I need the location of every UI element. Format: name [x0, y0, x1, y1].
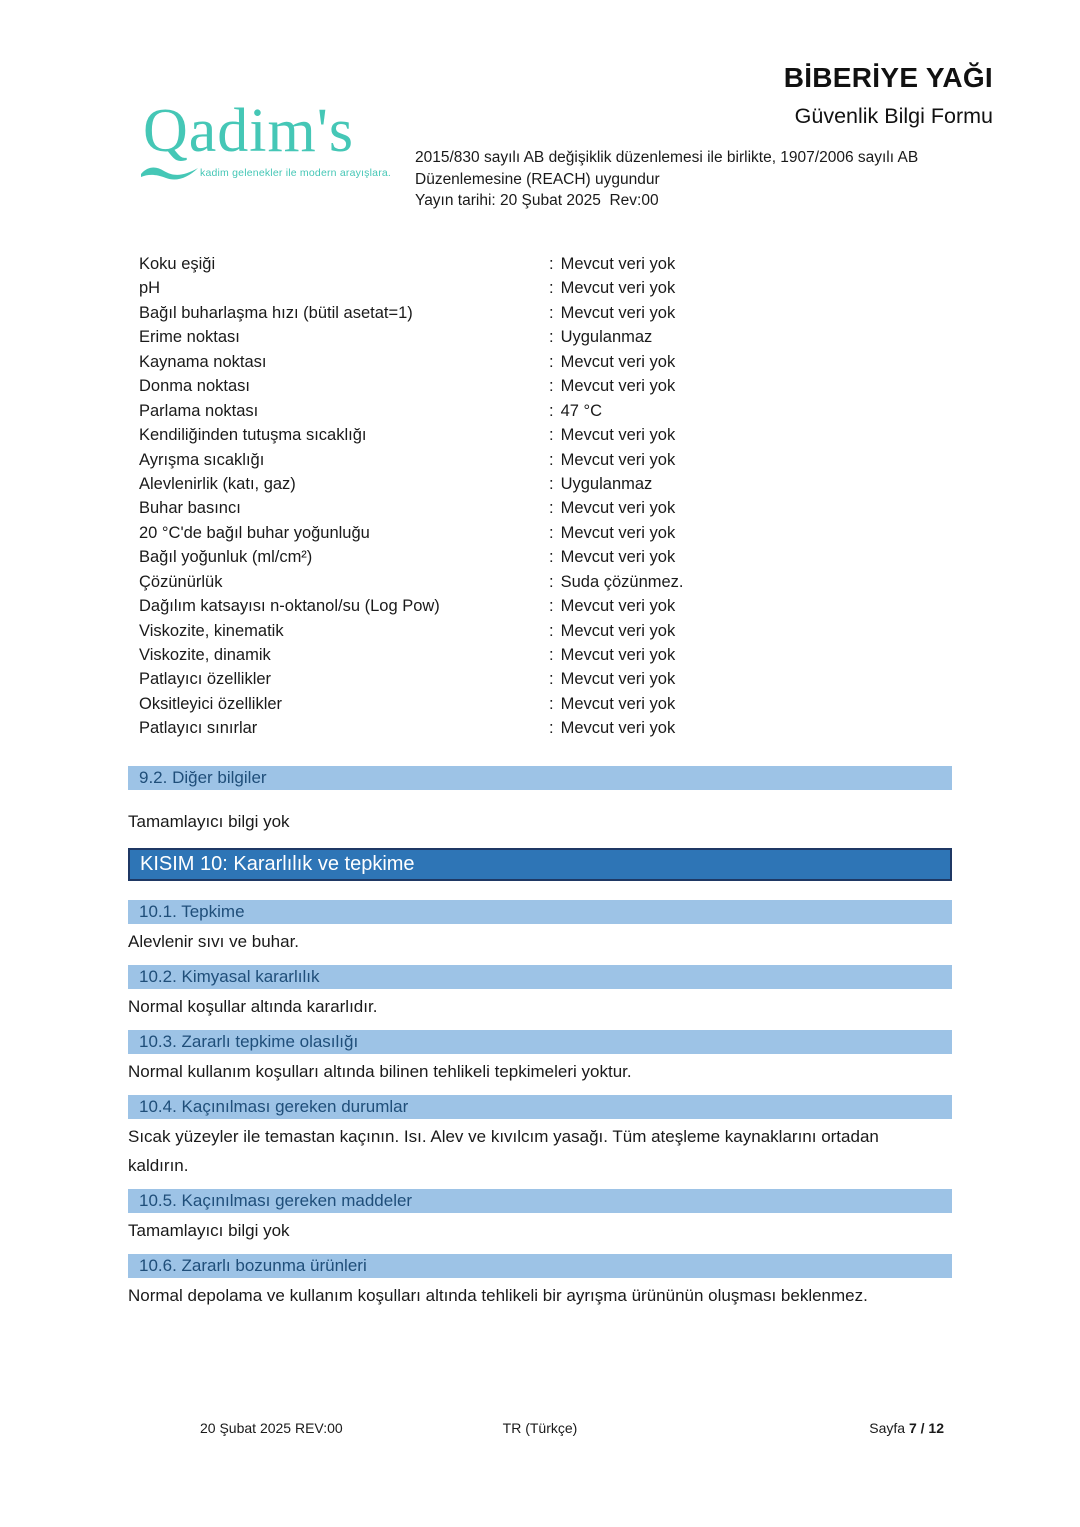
section-body-text: Sıcak yüzeyler ile temastan kaçının. Isı. Alev ve kıvılcım yasağı. Tüm ateşleme kaynaklarını ortadan kaldırın.: [128, 1127, 879, 1175]
property-row: [139, 325, 969, 349]
property-row: [139, 521, 969, 545]
property-label: Çözünürlük: [139, 572, 223, 591]
property-label: Oksitleyici özellikler: [139, 694, 283, 713]
property-label: Kaynama noktası: [139, 352, 267, 371]
logo-tagline: kadim gelenekler ile modern arayışlara.: [200, 167, 392, 179]
main-section-title: KISIM 10: Kararlılık ve tepkime: [140, 853, 415, 875]
property-value: [549, 619, 969, 643]
property-value: [549, 643, 969, 667]
subsection-title: 10.6. Zararlı bozunma ürünleri: [139, 1256, 367, 1275]
property-colon: :: [549, 523, 554, 542]
property-value: [549, 374, 969, 398]
property-value-text: Mevcut veri yok: [560, 303, 676, 322]
product-title: BİBERİYE YAĞI: [783, 62, 993, 93]
property-colon: :: [549, 279, 554, 298]
property-colon: :: [549, 646, 554, 664]
section-10-5: [128, 1189, 952, 1245]
logo-brand-text: Qadim's: [143, 97, 355, 165]
property-colon: :: [549, 670, 554, 689]
section-10-6: [128, 1254, 952, 1310]
property-value-text: Mevcut veri yok: [560, 352, 676, 371]
property-value: [549, 667, 969, 691]
subsection-header: [128, 1095, 952, 1119]
section-10-3: [128, 1030, 952, 1086]
section-10-1: [128, 900, 952, 956]
property-value-text: Mevcut veri yok: [560, 377, 676, 396]
section-9-2: [128, 766, 952, 836]
property-label: Parlama noktası: [139, 401, 259, 420]
section-body-text: Normal kullanım koşulları altında bilinen tehlikeli tepkimeleri yoktur.: [128, 1062, 632, 1081]
property-value: [549, 325, 969, 349]
title-block: [784, 60, 993, 130]
subsection-header: [128, 766, 952, 790]
property-value: [549, 276, 969, 300]
qadims-logo: [143, 97, 393, 179]
section-10-4: [128, 1095, 952, 1180]
property-label: Viskozite, kinematik: [139, 621, 284, 640]
logo-wave-icon: [140, 164, 200, 182]
section-body-text: Normal depolama ve kullanım koşulları altında tehlikeli bir ayrışma ürününün oluşması beklenmez.: [128, 1286, 868, 1305]
section-body-text: Normal koşullar altında kararlıdır.: [128, 997, 378, 1016]
property-colon: :: [549, 474, 554, 493]
physical-properties-list: [139, 252, 969, 741]
property-colon: :: [549, 328, 554, 347]
property-value-text: Mevcut veri yok: [560, 523, 676, 542]
property-value: [549, 716, 969, 740]
property-colon: :: [549, 255, 554, 273]
subsection-title: 10.3. Zararlı tepkime olasılığı: [139, 1032, 359, 1051]
property-row: [139, 448, 969, 472]
property-value: [549, 448, 969, 472]
property-value-text: Mevcut veri yok: [560, 621, 676, 640]
main-section-header: [128, 848, 952, 881]
sections-container: [128, 766, 952, 1319]
section-body-text: Tamamlayıcı bilgi yok: [128, 1221, 290, 1240]
property-colon: :: [549, 694, 554, 713]
property-row: [139, 252, 969, 276]
property-value-text: Mevcut veri yok: [560, 719, 676, 738]
page-footer: [0, 1418, 1080, 1440]
document-type: Güvenlik Bilgi Formu: [794, 104, 993, 128]
property-value: [549, 594, 969, 618]
property-value: [549, 496, 969, 520]
property-value-text: Uygulanmaz: [560, 474, 653, 493]
footer-date: 20 Şubat 2025 REV:00: [200, 1420, 343, 1436]
property-value-text: Uygulanmaz: [560, 328, 653, 347]
section-kisim-10: [128, 848, 952, 881]
property-label: Kendiliğinden tutuşma sıcaklığı: [139, 426, 367, 445]
property-value: [549, 252, 969, 276]
property-colon: :: [549, 719, 554, 738]
property-value-text: Mevcut veri yok: [560, 670, 676, 689]
property-value: [549, 301, 969, 325]
property-value-text: Mevcut veri yok: [560, 548, 676, 567]
property-row: [139, 350, 969, 374]
property-value-text: Mevcut veri yok: [560, 694, 676, 713]
subsection-title: 10.1. Tepkime: [139, 902, 245, 921]
footer-language: TR (Türkçe): [502, 1420, 578, 1436]
footer-page-label: Sayfa: [869, 1420, 906, 1436]
subsection-title: 10.4. Kaçınılması gereken durumlar: [139, 1097, 409, 1116]
subsection-header: [128, 900, 952, 924]
footer-page-value: 7 / 12: [908, 1420, 944, 1436]
footer-page-number: [869, 1418, 944, 1438]
property-row: [139, 716, 969, 740]
property-colon: :: [549, 450, 554, 469]
property-row: [139, 472, 969, 496]
property-value: [549, 423, 969, 447]
property-row: [139, 667, 969, 691]
property-colon: :: [549, 303, 554, 322]
property-row: [139, 374, 969, 398]
property-value-text: 47 °C: [560, 401, 603, 420]
property-value-text: Mevcut veri yok: [560, 499, 676, 518]
section-10-2: [128, 965, 952, 1021]
property-label: Patlayıcı sınırlar: [139, 719, 258, 738]
issue-date-line: Yayın tarihi: 20 Şubat 2025 Rev:00: [415, 192, 659, 210]
subsection-title: 10.5. Kaçınılması gereken maddeler: [139, 1191, 413, 1210]
subsection-title: 10.2. Kimyasal kararlılık: [139, 967, 320, 986]
property-value-text: Mevcut veri yok: [560, 450, 676, 469]
property-row: [139, 301, 969, 325]
property-label: Bağıl yoğunluk (ml/cm²): [139, 548, 313, 567]
subsection-header: [128, 1030, 952, 1054]
property-value: [549, 399, 969, 423]
property-row: [139, 570, 969, 594]
property-colon: :: [549, 499, 554, 518]
property-label: pH: [139, 279, 161, 298]
property-value-text: Mevcut veri yok: [560, 255, 676, 273]
property-value-text: Suda çözünmez.: [560, 572, 684, 591]
property-value: [549, 472, 969, 496]
property-colon: :: [549, 401, 554, 420]
property-label: Bağıl buharlaşma hızı (bütil asetat=1): [139, 303, 413, 322]
property-value: [549, 545, 969, 569]
property-colon: :: [549, 426, 554, 445]
property-value: [549, 521, 969, 545]
subsection-header: [128, 1254, 952, 1278]
property-value: [549, 570, 969, 594]
property-colon: :: [549, 377, 554, 396]
property-colon: :: [549, 621, 554, 640]
property-label: Donma noktası: [139, 377, 250, 396]
property-label: Viskozite, dinamik: [139, 646, 271, 664]
property-label: 20 °C'de bağıl buhar yoğunluğu: [139, 523, 370, 542]
property-value: [549, 692, 969, 716]
compliance-note: [415, 147, 918, 212]
property-value: [549, 350, 969, 374]
compliance-line: 2015/830 sayılı AB değişiklik düzenlemesi ile birlikte, 1907/2006 sayılı AB: [415, 149, 919, 166]
property-label: Koku eşiği: [139, 255, 216, 273]
property-row: [139, 399, 969, 423]
property-value-text: Mevcut veri yok: [560, 426, 676, 445]
property-colon: :: [549, 352, 554, 371]
property-row: [139, 643, 969, 667]
subsection-title: 9.2. Diğer bilgiler: [139, 768, 267, 787]
property-row: [139, 423, 969, 447]
property-label: Erime noktası: [139, 328, 240, 347]
property-row: [139, 276, 969, 300]
subsection-header: [128, 1189, 952, 1213]
property-colon: :: [549, 597, 554, 616]
property-label: Patlayıcı özellikler: [139, 670, 272, 689]
property-row: [139, 545, 969, 569]
property-row: [139, 496, 969, 520]
property-row: [139, 692, 969, 716]
property-colon: :: [549, 548, 554, 567]
property-label: Buhar basıncı: [139, 499, 241, 518]
property-value-text: Mevcut veri yok: [560, 597, 676, 616]
property-row: [139, 619, 969, 643]
property-colon: :: [549, 572, 554, 591]
property-label: Alevlenirlik (katı, gaz): [139, 474, 296, 493]
section-body-text: Alevlenir sıvı ve buhar.: [128, 932, 300, 951]
property-value-text: Mevcut veri yok: [560, 279, 676, 298]
property-value-text: Mevcut veri yok: [560, 646, 676, 664]
property-row: [139, 594, 969, 618]
section-body-text: Tamamlayıcı bilgi yok: [128, 812, 290, 831]
property-label: Dağılım katsayısı n-oktanol/su (Log Pow): [139, 597, 440, 616]
compliance-line: Düzenlemesine (REACH) uygundur: [415, 170, 660, 188]
subsection-header: [128, 965, 952, 989]
property-label: Ayrışma sıcaklığı: [139, 450, 265, 469]
